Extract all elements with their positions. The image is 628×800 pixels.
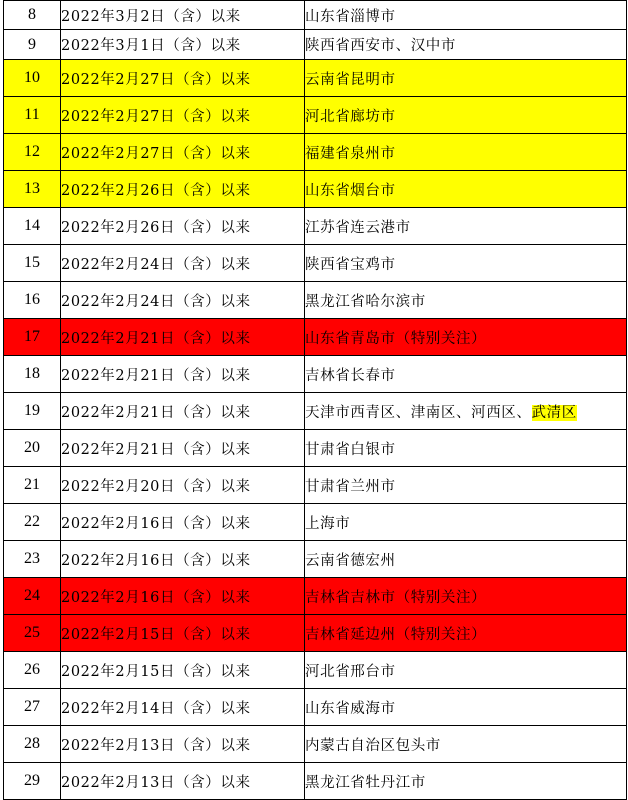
row-date: 2022年2月13日（含）以来 <box>61 726 305 763</box>
row-date: 2022年2月21日（含）以来 <box>61 319 305 356</box>
table-row <box>4 134 627 171</box>
table-row <box>4 467 627 504</box>
row-number: 10 <box>4 60 61 97</box>
row-area: 吉林省长春市 <box>305 356 627 393</box>
row-number: 23 <box>4 541 61 578</box>
row-number: 20 <box>4 430 61 467</box>
table-row <box>4 97 627 134</box>
row-number: 26 <box>4 652 61 689</box>
row-date: 2022年2月24日（含）以来 <box>61 282 305 319</box>
row-date: 2022年2月21日（含）以来 <box>61 393 305 430</box>
row-area: 甘肃省兰州市 <box>305 467 627 504</box>
row-area: 山东省淄博市 <box>305 1 627 30</box>
row-area-text: 天津市西青区、津南区、河西区、 <box>305 404 532 421</box>
row-date: 2022年2月24日（含）以来 <box>61 245 305 282</box>
row-number: 21 <box>4 467 61 504</box>
row-area: 吉林省吉林市（特别关注） <box>305 578 627 615</box>
table-row <box>4 652 627 689</box>
row-number: 12 <box>4 134 61 171</box>
row-area: 吉林省延边州（特别关注） <box>305 615 627 652</box>
row-date: 2022年2月21日（含）以来 <box>61 356 305 393</box>
table-row <box>4 1 627 30</box>
row-area: 陕西省西安市、汉中市 <box>305 30 627 60</box>
table-row <box>4 541 627 578</box>
row-date: 2022年3月2日（含）以来 <box>61 1 305 30</box>
row-date: 2022年2月13日（含）以来 <box>61 763 305 800</box>
table-row <box>4 245 627 282</box>
row-date: 2022年2月15日（含）以来 <box>61 615 305 652</box>
row-number: 11 <box>4 97 61 134</box>
row-number: 14 <box>4 208 61 245</box>
row-number: 27 <box>4 689 61 726</box>
table-row <box>4 504 627 541</box>
row-date: 2022年3月1日（含）以来 <box>61 30 305 60</box>
table-row <box>4 282 627 319</box>
row-date: 2022年2月27日（含）以来 <box>61 134 305 171</box>
row-area: 甘肃省白银市 <box>305 430 627 467</box>
table-row <box>4 430 627 467</box>
table-row <box>4 615 627 652</box>
row-date: 2022年2月16日（含）以来 <box>61 541 305 578</box>
row-area: 陕西省宝鸡市 <box>305 245 627 282</box>
table-row <box>4 578 627 615</box>
row-number: 29 <box>4 763 61 800</box>
row-number: 8 <box>4 1 61 30</box>
row-date: 2022年2月21日（含）以来 <box>61 430 305 467</box>
row-date: 2022年2月26日（含）以来 <box>61 171 305 208</box>
row-number: 24 <box>4 578 61 615</box>
row-date: 2022年2月16日（含）以来 <box>61 504 305 541</box>
row-date: 2022年2月20日（含）以来 <box>61 467 305 504</box>
row-area: 江苏省连云港市 <box>305 208 627 245</box>
row-area: 福建省泉州市 <box>305 134 627 171</box>
table-row <box>4 393 627 430</box>
table-row <box>4 208 627 245</box>
row-area: 山东省威海市 <box>305 689 627 726</box>
row-number: 25 <box>4 615 61 652</box>
row-area: 上海市 <box>305 504 627 541</box>
row-area: 黑龙江省哈尔滨市 <box>305 282 627 319</box>
row-number: 16 <box>4 282 61 319</box>
row-area: 黑龙江省牡丹江市 <box>305 763 627 800</box>
table-row <box>4 60 627 97</box>
table-row <box>4 319 627 356</box>
row-number: 15 <box>4 245 61 282</box>
table-row <box>4 689 627 726</box>
row-date: 2022年2月27日（含）以来 <box>61 60 305 97</box>
table-row <box>4 726 627 763</box>
row-area: 云南省德宏州 <box>305 541 627 578</box>
row-area: 河北省廊坊市 <box>305 97 627 134</box>
row-date: 2022年2月27日（含）以来 <box>61 97 305 134</box>
row-number: 17 <box>4 319 61 356</box>
row-area: 内蒙古自治区包头市 <box>305 726 627 763</box>
row-number: 19 <box>4 393 61 430</box>
row-area: 山东省青岛市（特别关注） <box>305 319 627 356</box>
row-number: 22 <box>4 504 61 541</box>
row-area: 云南省昆明市 <box>305 60 627 97</box>
table-row <box>4 30 627 60</box>
row-date: 2022年2月26日（含）以来 <box>61 208 305 245</box>
risk-area-table <box>3 0 627 800</box>
row-number: 9 <box>4 30 61 60</box>
row-area: 山东省烟台市 <box>305 171 627 208</box>
row-date: 2022年2月15日（含）以来 <box>61 652 305 689</box>
row-area <box>305 393 627 430</box>
row-date: 2022年2月16日（含）以来 <box>61 578 305 615</box>
row-area: 河北省邢台市 <box>305 652 627 689</box>
table-row <box>4 356 627 393</box>
row-number: 18 <box>4 356 61 393</box>
row-number: 28 <box>4 726 61 763</box>
table-row <box>4 171 627 208</box>
row-number: 13 <box>4 171 61 208</box>
row-date: 2022年2月14日（含）以来 <box>61 689 305 726</box>
highlighted-area-text: 武清区 <box>531 404 577 421</box>
